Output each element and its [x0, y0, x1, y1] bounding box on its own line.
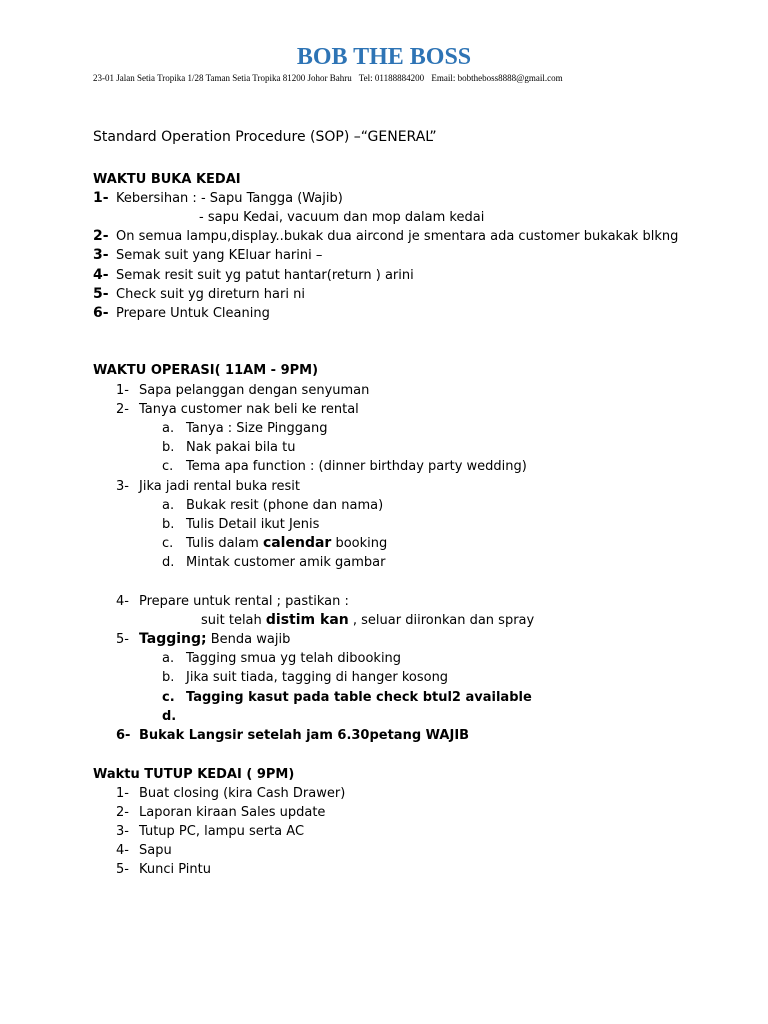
list-number: 5-: [116, 632, 129, 647]
sub-list-item: [162, 438, 296, 457]
list-number: 1-: [93, 190, 109, 206]
sub-list-item: [162, 534, 387, 553]
sub-list-letter: b.: [162, 670, 175, 685]
list-text: Check suit yg direturn hari ni: [116, 287, 305, 302]
list-item: [116, 726, 469, 745]
doc-title: Standard Operation Procedure (SOP) –“GENERAL”: [93, 129, 437, 145]
company-tel: Tel: 01188884200: [358, 73, 425, 83]
list-item: [116, 822, 304, 841]
list-number: 3-: [116, 824, 129, 839]
list-item: [93, 304, 270, 323]
sub-list-text-bold: calendar: [262, 535, 332, 551]
list-item-continuation: [201, 611, 534, 630]
sub-list-item: [162, 668, 448, 687]
list-text-pre: suit telah: [201, 613, 266, 628]
sub-list-text: Tulis Detail ikut Jenis: [186, 517, 320, 532]
list-text: Bukak Langsir setelah jam 6.30petang WAJIB: [139, 728, 470, 743]
sub-list-letter: b.: [162, 440, 175, 455]
sub-list-letter: b.: [162, 517, 175, 532]
list-text: Jika jadi rental buka resit: [139, 479, 300, 494]
list-text: - sapu Kedai, vacuum dan mop dalam kedai: [199, 210, 485, 225]
sub-list-letter: c.: [162, 536, 174, 551]
list-text: Sapa pelanggan dengan senyuman: [139, 383, 370, 398]
list-number: 6-: [116, 728, 131, 743]
list-item: [116, 630, 290, 649]
sub-list-item: [162, 515, 319, 534]
list-number: 2-: [116, 402, 129, 417]
sub-list-letter: a.: [162, 651, 175, 666]
sub-list-letter: c.: [162, 690, 175, 705]
section-heading-buka: WAKTU BUKA KEDAI: [93, 172, 241, 187]
list-number: 2-: [116, 805, 129, 820]
sub-list-text: Bukak resit (phone dan nama): [186, 498, 384, 513]
list-item: [116, 784, 345, 803]
sub-list-item: [162, 419, 327, 438]
list-item: [116, 803, 325, 822]
list-text-bold: Tagging;: [139, 631, 207, 647]
list-item-continuation: [199, 208, 484, 227]
list-text: Sapu: [139, 843, 172, 858]
sub-list-item: [162, 496, 383, 515]
list-text: Semak resit suit yg patut hantar(return ) arini: [116, 268, 414, 283]
sub-list-item: [162, 688, 532, 707]
list-text: On semua lampu,display..bukak dua aircond je smentara ada customer bukakak blkng: [116, 229, 679, 244]
list-number: 4-: [93, 267, 109, 283]
company-address: 23-01 Jalan Setia Tropika 1/28 Taman Setia Tropika 81200 Johor Bahru: [93, 73, 352, 83]
list-item: [93, 266, 414, 285]
sub-list-text: Tagging smua yg telah dibooking: [186, 651, 402, 666]
sub-list-letter: d.: [162, 709, 177, 724]
sub-list-item: [162, 649, 401, 668]
sub-list-text: Tagging kasut pada table check btul2 available: [186, 690, 532, 705]
list-item: [93, 189, 343, 208]
list-item: [116, 400, 359, 419]
list-text: Tutup PC, lampu serta AC: [139, 824, 305, 839]
sub-list-item: [162, 707, 186, 726]
list-text: Kebersihan : - Sapu Tangga (Wajib): [116, 191, 343, 206]
sub-list-text: Tanya : Size Pinggang: [186, 421, 328, 436]
list-item: [116, 592, 349, 611]
list-number: 2-: [93, 228, 109, 244]
list-item: [116, 860, 211, 879]
list-number: 4-: [116, 594, 129, 609]
list-number: 4-: [116, 843, 129, 858]
list-number: 5-: [116, 862, 129, 877]
list-number: 3-: [116, 479, 129, 494]
list-text: Prepare untuk rental ; pastikan :: [139, 594, 349, 609]
sub-list-letter: d.: [162, 555, 175, 570]
sub-list-text: Jika suit tiada, tagging di hanger kosong: [186, 670, 449, 685]
list-number: 1-: [116, 786, 129, 801]
sub-list-letter: a.: [162, 421, 175, 436]
list-number: 3-: [93, 247, 109, 263]
list-number: 6-: [93, 305, 109, 321]
list-item: [93, 246, 322, 265]
list-item: [116, 841, 172, 860]
section-heading-operasi: WAKTU OPERASI( 11AM - 9PM): [93, 363, 319, 378]
list-text-post: , seluar diironkan dan spray: [348, 613, 535, 628]
list-text-post: Benda wajib: [206, 632, 291, 647]
list-item: [116, 477, 300, 496]
sub-list-text: Nak pakai bila tu: [186, 440, 296, 455]
list-number: 1-: [116, 383, 129, 398]
list-text: Buat closing (kira Cash Drawer): [139, 786, 346, 801]
list-text-bold: distim kan: [265, 612, 349, 628]
list-text: Kunci Pintu: [139, 862, 211, 877]
list-item: [93, 285, 305, 304]
list-item: [116, 381, 369, 400]
list-text: Semak suit yang KEluar harini –: [116, 248, 323, 263]
list-number: 5-: [93, 286, 109, 302]
list-item: [93, 227, 678, 246]
sub-list-item: [162, 457, 527, 476]
sub-list-item: [162, 553, 386, 572]
list-text: Laporan kiraan Sales update: [139, 805, 326, 820]
sub-list-text-post: booking: [331, 536, 388, 551]
sub-list-text: Tema apa function : (dinner birthday party wedding): [186, 459, 527, 474]
sub-list-letter: c.: [162, 459, 174, 474]
sub-list-letter: a.: [162, 498, 175, 513]
company-title: BOB THE BOSS: [296, 44, 472, 70]
company-address-line: [93, 72, 568, 84]
list-text: Tanya customer nak beli ke rental: [139, 402, 359, 417]
sub-list-text-pre: Tulis dalam: [186, 536, 263, 551]
section-heading-tutup: Waktu TUTUP KEDAI ( 9PM): [93, 767, 295, 782]
company-email: Email: bobtheboss8888@gmail.com: [431, 73, 563, 83]
sub-list-text: Mintak customer amik gambar: [186, 555, 386, 570]
list-text: Prepare Untuk Cleaning: [116, 306, 270, 321]
